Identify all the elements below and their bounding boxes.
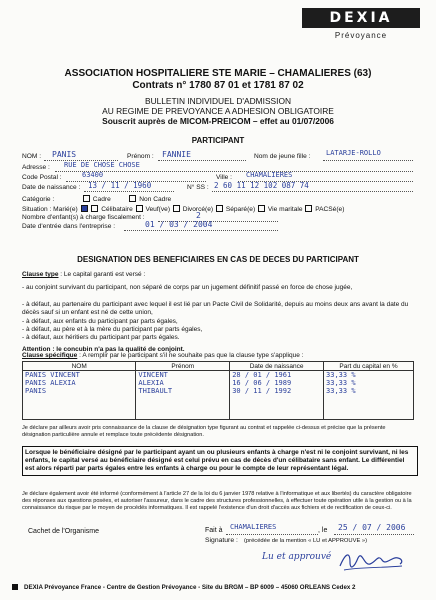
declaration-paragraph: Je déclare par ailleurs avoir pris connaissance de la clause de désignation type figurant au contrat et rappelée ci-dessus et précise que la présente désignation particulière annule et remplace toute précédente désignation.: [22, 425, 386, 438]
clause-type-text: : Le capital garanti est versé :: [58, 271, 146, 278]
clause-type-item-5: - à défaut, aux héritiers du participant par parts égales.: [22, 334, 180, 341]
cadre-checkbox[interactable]: [83, 195, 90, 202]
ville-label: Ville :: [216, 174, 233, 181]
cell-part[interactable]: 33,33 %: [324, 387, 414, 395]
categorie-label: Catégorie :: [22, 196, 55, 203]
footer-bullet-icon: [12, 584, 18, 590]
clause-type-item-3: - à défaut, aux enfants du participant par parts égales,: [22, 318, 178, 325]
dexia-logo: DEXIA: [302, 8, 420, 28]
cell-nom[interactable]: [23, 403, 136, 411]
handwritten-mention: Lu et approuvé: [262, 552, 332, 562]
attention-notice: Attention : le concubin n'a pas la qualité de conjoint.: [22, 346, 185, 353]
cell-nom[interactable]: PANIS VINCENT: [23, 371, 136, 380]
non-cadre-checkbox[interactable]: [129, 195, 136, 202]
entree-field[interactable]: 01 / 03 / 2004: [145, 220, 213, 229]
le-field[interactable]: 25 / 07 / 2006: [338, 523, 406, 532]
cell-nom[interactable]: PANIS: [23, 387, 136, 395]
signature-label: Signature :: [205, 537, 238, 544]
table-row: [23, 395, 414, 403]
cell-naissance[interactable]: [230, 395, 324, 403]
le-label: , le: [318, 527, 328, 534]
col-prenom-header: Prénom: [136, 362, 230, 371]
adresse-label: Adresse :: [22, 164, 50, 171]
cell-nom[interactable]: PANIS ALEXIA: [23, 379, 136, 387]
cachet-label: Cachet de l'Organisme: [28, 528, 99, 535]
adresse-line: [55, 171, 413, 172]
clause-specifique-text: : A remplir par le participant s'il ne souhaite pas que la clause type s'applique :: [77, 352, 304, 359]
clause-type-heading: [22, 271, 414, 279]
clause-specifique-heading: [22, 352, 414, 360]
nom-label: NOM :: [22, 153, 42, 160]
cell-prenom[interactable]: VINCENT: [136, 371, 230, 380]
participant-section-title: PARTICIPANT: [191, 136, 245, 145]
clause-type-item-1: - au conjoint survivant du participant, non séparé de corps par un jugement définitif passé en force de chose jugée,: [22, 284, 353, 291]
separe-label: Séparé(e): [225, 206, 256, 213]
bulletin-line-2: AU REGIME DE PREVOYANCE A ADHESION OBLIGATOIRE: [102, 106, 334, 116]
ville-field[interactable]: CHAMALIERES: [246, 171, 293, 179]
celibataire-label: Célibataire: [101, 206, 133, 213]
ss-label: N° SS :: [187, 184, 209, 191]
col-naissance-header: Date de naissance: [230, 362, 324, 371]
bulletin-line-1: BULLETIN INDIVIDUEL D'ADMISSION: [144, 96, 292, 106]
veuf-label: Veuf(ve): [145, 206, 171, 213]
fait-label: Fait à: [205, 527, 223, 534]
cell-naissance[interactable]: [230, 403, 324, 411]
fait-line: [226, 534, 318, 535]
pacs-label: PACSé(e): [315, 206, 345, 213]
cell-prenom[interactable]: ALEXIA: [136, 379, 230, 387]
clause-type-item-4: - à défaut, au père et à la mère du participant par parts égales,: [22, 326, 203, 333]
naissance-line: [84, 191, 174, 192]
beneficiaries-header-row: [23, 362, 414, 371]
table-row: [23, 411, 414, 420]
col-nom-header: NOM: [23, 362, 136, 371]
cell-naissance[interactable]: [230, 411, 324, 420]
nom-field[interactable]: PANIS: [52, 150, 77, 159]
cadre-label: Cadre: [92, 196, 111, 203]
table-row: [23, 379, 414, 387]
bulletin-line-3: Souscrit auprès de MICOM-PREICOM – effet au 01/07/2006: [102, 116, 334, 126]
table-row: [23, 403, 414, 411]
dexia-logo-subtitle: Prévoyance: [334, 31, 388, 40]
enfants-label: Nombre d'enfant(s) à charge fiscalement :: [22, 214, 145, 221]
non-cadre-label: Non Cadre: [139, 196, 172, 203]
vie-maritale-checkbox[interactable]: [258, 205, 265, 212]
cell-part[interactable]: [324, 395, 414, 403]
naissance-field[interactable]: 13 / 11 / 1960: [88, 181, 152, 190]
categorie-row: [22, 195, 171, 203]
cell-naissance[interactable]: 30 / 11 / 1992: [230, 387, 324, 395]
jeune-fille-field[interactable]: LATARJE-ROLLO: [326, 149, 381, 157]
entree-line: [124, 230, 278, 231]
designation-section-title: DESIGNATION DES BENEFICIAIRES EN CAS DE DECES DU PARTICIPANT: [77, 255, 359, 264]
le-line: [334, 534, 414, 535]
enfants-field[interactable]: 2: [196, 211, 201, 220]
prenom-line: [158, 160, 246, 161]
vie-maritale-label: Vie maritale: [267, 206, 303, 213]
informatique-paragraph: Je déclare également avoir été informé (conformément à l'article 27 de la loi du 6 janvier 1978 relative à l'informatique et aux libertés) du caractère obligatoire des réponses aux questions posées, et autoriser l'assureur, dans le cadre des structures professionnelles, à effectuer toute opération utile à la gestion ou à la connaissance du risque par le moyen de procédés informatiques. Il est rappelé l'existence d'un droit d'accès aux fichiers et de rectification de ceux-ci.: [22, 491, 412, 511]
situation-row: [22, 205, 344, 213]
separe-checkbox[interactable]: [216, 205, 223, 212]
beneficiaries-table: [22, 361, 414, 420]
cell-prenom[interactable]: THIBAULT: [136, 387, 230, 395]
cell-naissance[interactable]: 16 / 06 / 1989: [230, 379, 324, 387]
contracts-title: Contrats n° 1780 87 01 et 1781 87 02: [132, 80, 304, 91]
celibataire-checkbox[interactable]: [91, 205, 98, 212]
marie-checkbox[interactable]: [81, 205, 88, 212]
table-row: [23, 387, 414, 395]
clause-specifique-label: Clause spécifique: [22, 352, 78, 359]
ss-line: [212, 191, 413, 192]
col-part-header: Part du capital en %: [324, 362, 414, 371]
ss-field[interactable]: 2 60 11 12 102 087 74: [214, 181, 309, 190]
warning-box: Lorsque le bénéficiaire désigné par le participant ayant un ou plusieurs enfants à charge n'est ni le conjoint survivant, ni les enfants, le capital versé au bénéficiaire désigné est celui prévu en cas de décès d'un célibataire sans enfant. Le différentiel est alors réparti par parts égales entre les enfants à charge ou pour le compte de leur représentant légal.: [22, 446, 418, 476]
jeune-fille-line: [323, 160, 413, 161]
fait-field[interactable]: CHAMALIERES: [230, 523, 277, 531]
cell-nom[interactable]: [23, 411, 136, 420]
prenom-label: Prénom :: [127, 153, 154, 160]
footer-text: DEXIA Prévoyance France - Centre de Gestion Prévoyance - Site du BRGM – BP 6009 – 45060 ORLEANS Cedex 2: [24, 584, 356, 591]
prenom-field[interactable]: FANNIE: [162, 150, 191, 159]
clause-type-item-2: - à défaut, au partenaire du participant avec lequel il est lié par un Pacte Civil de Solidarité, depuis au moins deux ans avant la date du décès sauf si un enfant est né de cette union,: [22, 301, 409, 317]
code-postal-label: Code Postal :: [22, 174, 62, 181]
cell-part[interactable]: 33,33 %: [324, 371, 414, 380]
cell-naissance[interactable]: 28 / 01 / 1961: [230, 371, 324, 380]
cell-part[interactable]: [324, 411, 414, 420]
cell-prenom[interactable]: [136, 411, 230, 420]
entree-label: Date d'entrée dans l'entreprise :: [22, 223, 116, 230]
cell-nom[interactable]: [23, 395, 136, 403]
naissance-label: Date de naissance :: [22, 184, 81, 191]
table-row: [23, 371, 414, 380]
situation-label: Situation : Marié(e): [22, 206, 78, 213]
divorce-label: Divorcé(e): [182, 206, 214, 213]
signature-hint: (précédée de la mention « LU et APPROUVE »): [244, 538, 368, 544]
cell-prenom[interactable]: [136, 395, 230, 403]
code-postal-field[interactable]: 63400: [82, 171, 104, 179]
jeune-fille-label: Nom de jeune fille :: [254, 153, 311, 160]
handwritten-signature-icon: [336, 548, 406, 574]
association-title: ASSOCIATION HOSPITALIERE STE MARIE – CHAMALIERES (63): [64, 68, 372, 79]
cell-prenom[interactable]: [136, 403, 230, 411]
cell-part[interactable]: [324, 403, 414, 411]
veuf-checkbox[interactable]: [136, 205, 143, 212]
pacs-checkbox[interactable]: [305, 205, 312, 212]
divorce-checkbox[interactable]: [173, 205, 180, 212]
clause-type-label: Clause type: [22, 271, 59, 278]
cell-part[interactable]: 33,33 %: [324, 379, 414, 387]
adresse-field[interactable]: RUE DE CHOSE CHOSE: [64, 161, 140, 169]
footer: [12, 584, 432, 591]
